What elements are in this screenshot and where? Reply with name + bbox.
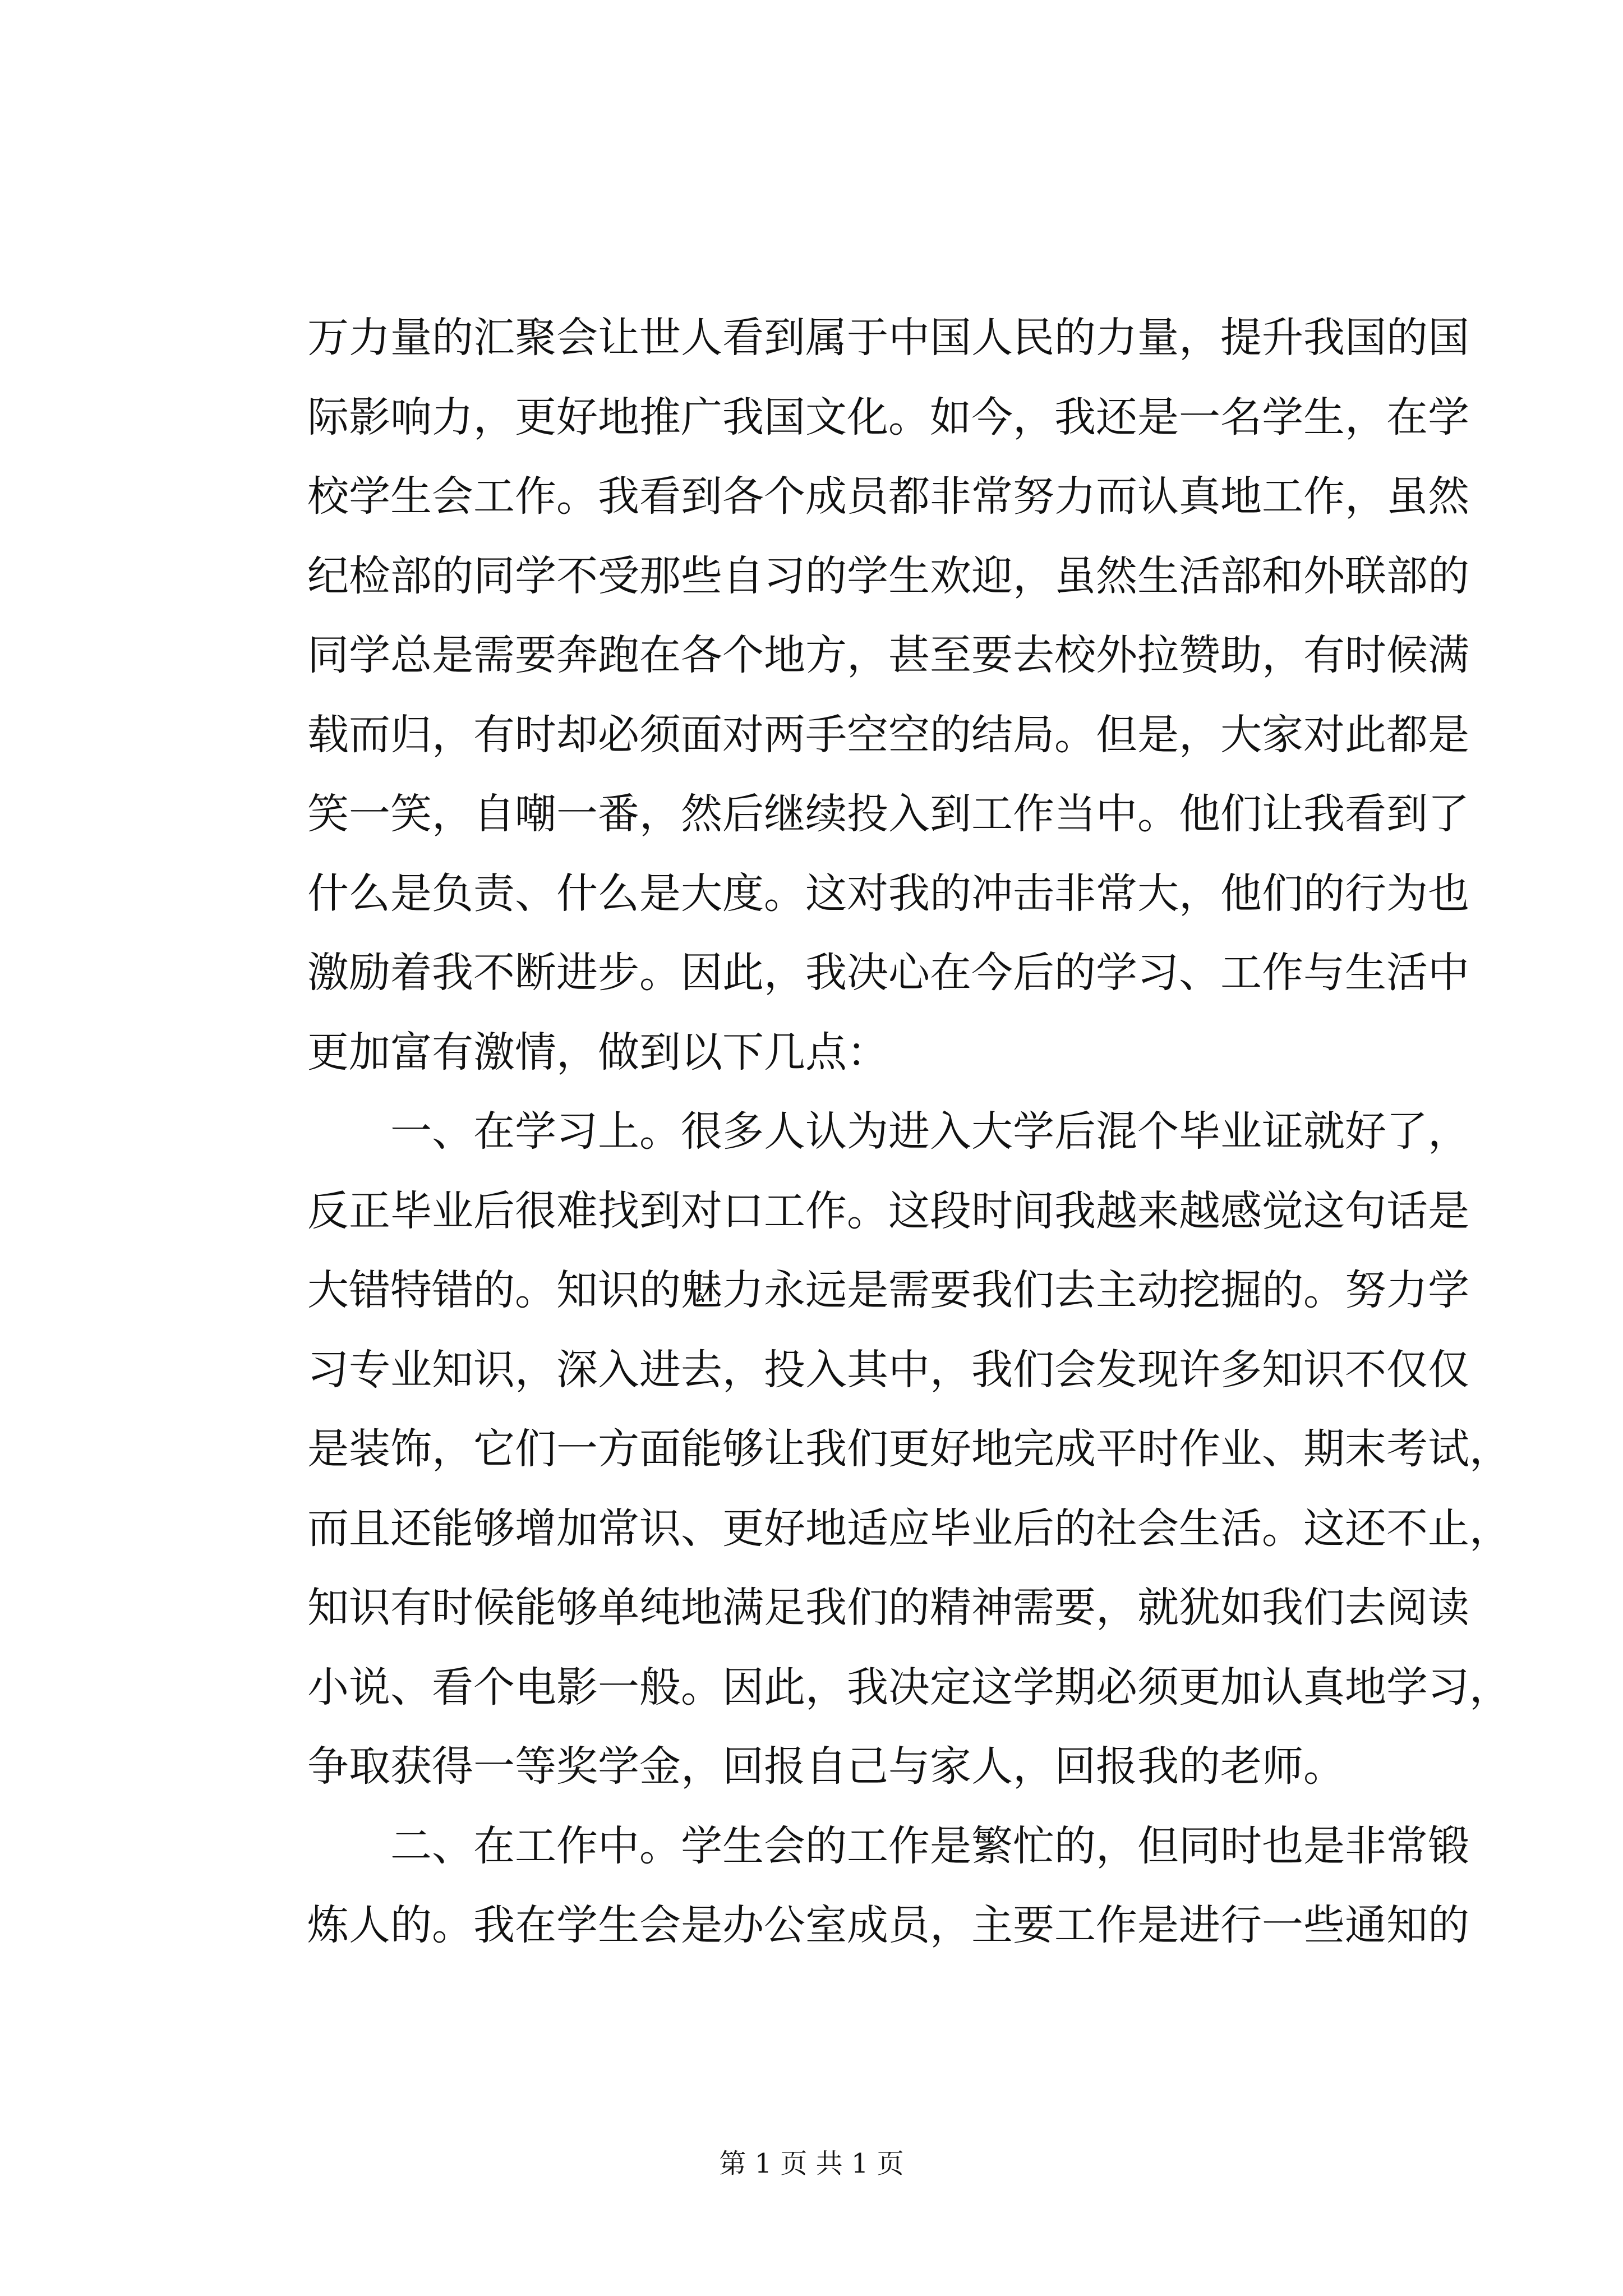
text-line: 大错特错的。知识的魅力永远是需要我们去主动挖掘的。努力学 (307, 1266, 1469, 1314)
text-line: 纪检部的同学不受那些自习的学生欢迎，虽然生活部和外联部的 (307, 551, 1469, 600)
paragraph-first-line: 一、在学习上。很多人认为进入大学后混个毕业证就好了， (390, 1107, 1469, 1156)
text-line: 笑一笑，自嘲一番，然后继续投入到工作当中。他们让我看到了 (307, 790, 1469, 838)
text-line: 际影响力，更好地推广我国文化。如今，我还是一名学生，在学 (307, 393, 1469, 441)
text-line: 炼人的。我在学生会是办公室成员，主要工作是进行一些通知的 (307, 1901, 1469, 1949)
page-footer (0, 2142, 1623, 2180)
text-line: 载而归，有时却必须面对两手空空的结局。但是，大家对此都是 (307, 710, 1469, 759)
text-line: 同学总是需要奔跑在各个地方，甚至要去校外拉赞助，有时候满 (307, 631, 1469, 679)
text-line: 而且还能够增加常识、更好地适应毕业后的社会生活。这还不止， (307, 1504, 1511, 1553)
text-line: 争取获得一等奖学金，回报自己与家人，回报我的老师。 (307, 1742, 1345, 1791)
document-body (307, 298, 1511, 1966)
text-line: 是装饰，它们一方面能够让我们更好地完成平时作业、期末考试， (307, 1425, 1511, 1473)
text-line: 知识有时候能够单纯地满足我们的精神需要，就犹如我们去阅读 (307, 1584, 1469, 1632)
text-line: 什么是负责、什么是大度。这对我的冲击非常大，他们的行为也 (307, 869, 1469, 918)
text-line: 反正毕业后很难找到对口工作。这段时间我越来越感觉这句话是 (307, 1186, 1469, 1235)
text-line: 校学生会工作。我看到各个成员都非常努力而认真地工作，虽然 (307, 472, 1469, 521)
text-line: 万力量的汇聚会让世人看到属于中国人民的力量，提升我国的国 (307, 314, 1469, 362)
text-line: 更加富有激情，做到以下几点： (307, 1028, 888, 1076)
paragraph-first-line: 二、在工作中。学生会的工作是繁忙的，但同时也是非常锻 (390, 1821, 1469, 1870)
page-number-label: 第 1 页 共 1 页 (719, 2148, 904, 2179)
text-line: 小说、看个电影一般。因此，我决定这学期必须更加认真地学习， (307, 1663, 1511, 1711)
text-line: 激励着我不断进步。因此，我决心在今后的学习、工作与生活中 (307, 949, 1469, 997)
text-line: 习专业知识，深入进去，投入其中，我们会发现许多知识不仅仅 (307, 1345, 1469, 1394)
